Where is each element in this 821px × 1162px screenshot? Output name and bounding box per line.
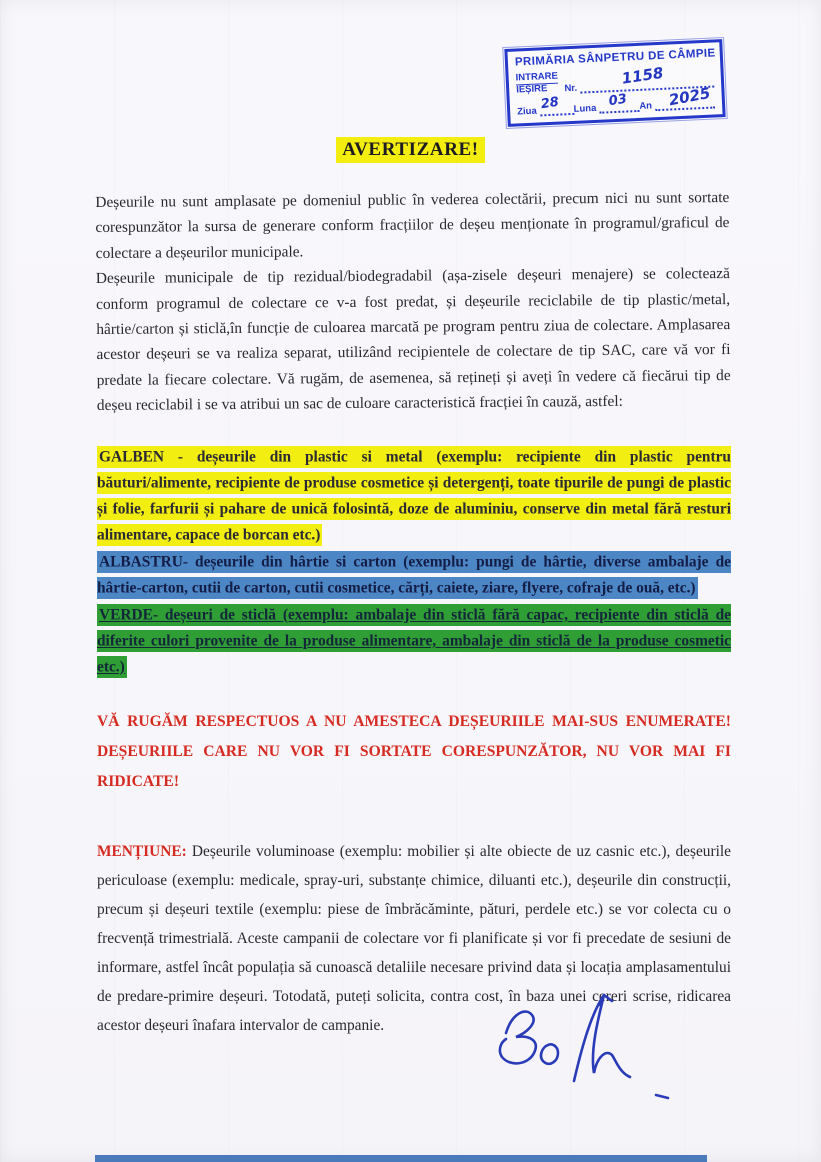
intro-paragraph: Deșeurile nu sunt amplasate pe domeniul public în vederea colectării, precum nici nu sunt sortate corespunzător la sursa de generare conform fracțiilor de deșeu menționate în programul/graficul de colectare a deșeurilor municipale. xyxy=(95,189,730,262)
stamp-luna-label: Luna xyxy=(573,102,597,115)
stamp-an-label: An xyxy=(639,100,653,112)
stamp-an-handwritten-value: 2025 xyxy=(667,83,712,110)
mention-label: MENȚIUNE: xyxy=(97,842,187,860)
stamp-intrare-label: INTRARE xyxy=(515,70,559,84)
document-body xyxy=(97,190,731,1040)
registry-stamp xyxy=(504,39,725,127)
stamp-nr-label: Nr. xyxy=(564,82,578,95)
fraction-albastru xyxy=(97,550,731,602)
warning-paragraph: VĂ RUGĂM RESPECTUOS A NU AMESTECA DEȘEURIILE MAI-SUS ENUMERATE! DEȘEURIILE CARE NU VOR FI SORTATE CORESPUNZĂTOR, NU VOR MAI FI RIDICATE! xyxy=(97,712,731,790)
stamp-ziua-label: Ziua xyxy=(516,105,537,118)
mention-text: Deșeurile voluminoase (exemplu: mobilier și alte obiecte de uz casnic etc.), deșeurile periculoase (exemplu: medicale, spray-uri, substanțe chimice, diluanti etc.), deșeurile din construcții, precum și deșeuri textile (exemplu: piese de îmbrăcăminte, pături, perdele etc.) se vor colecta cu o frecvență trimestrială. Aceste campanii de colectare vor fi planificate și vor fi precedate de sesiuni de informare, astfel încât populația să cunoască detaliile necesare privind data și locația amplasamentului de predare-primire deșeuri. Totodată, puteți solicita, contra cost, în baza unei cereri scrise, ridicarea acestor deșeuri înafara intervalor de campanie. xyxy=(97,842,731,1034)
stamp-inout-labels xyxy=(515,71,558,97)
signature-ink-strokes xyxy=(478,985,688,1110)
stamp-org-name: PRIMĂRIA SÂNPETRU DE CÂMPIE xyxy=(514,47,716,69)
fraction-list xyxy=(97,445,731,681)
fraction-galben xyxy=(97,445,731,549)
stamp-iesire-label: IEȘIRE xyxy=(515,82,548,96)
stamp-luna-handwritten-value: 03 xyxy=(607,91,628,109)
document-title: AVERTIZARE! xyxy=(336,137,485,163)
handwritten-signature xyxy=(478,985,688,1110)
fraction-verde xyxy=(97,603,731,681)
scan-edge-strip xyxy=(95,1155,707,1162)
fraction-albastru-text: ALBASTRU- deșeurile din hârtie si carton (exemplu: pungi de hârtie, diverse ambalaje de hârtie-carton, cutii de carton, cutii cosmetice, cărți, caiete, ziare, flyere, cofraje de ouă, etc.) xyxy=(97,551,731,599)
stamp-ziua-handwritten-value: 28 xyxy=(539,94,560,112)
stamp-nr-handwritten-value: 1158 xyxy=(620,63,665,88)
fraction-galben-text: GALBEN - deșeurile din plastic si metal (exemplu: recipiente din plastic pentru băuturi/alimente, recipiente de produse cosmetice și detergenți, toate tipurile de pungi de plastic și folie, farfurii și pahare de unică folosintă, doze de aluminiu, conserve din metal fără resturi alimentare, capace de borcan etc.) xyxy=(97,446,731,546)
collection-rules-paragraph: Deșeurile municipale de tip rezidual/biodegradabil (așa-zisele deșeuri menajere) se colectează conform programul de colectare ce v-a fost predat, și deșeurile reciclabile de tip plastic/metal, hârtie/carton și sticlă,în funcție de culoarea marcată pe program pentru ziua de colectare. Amplasarea acestor deșeuri se va realiza separat, utilizând recipientele de colectare de tip SAC, care vă vor fi predate la fiecare colectare. Vă rugăm, de asemenea, să rețineți și aveți în vedere că fiecărui tip de deșeu reciclabil i se va atribui un sac de culoare caracteristică fracției în cauză, astfel: xyxy=(95,265,731,415)
fraction-verde-text: VERDE- deșeuri de sticlă (exemplu: ambalaje din sticlă fără capac, recipiente din sticlă de diferite culori provenite de la produse alimentare, ambalaje din sticlă de la produse cosmetic etc.) xyxy=(97,604,731,678)
